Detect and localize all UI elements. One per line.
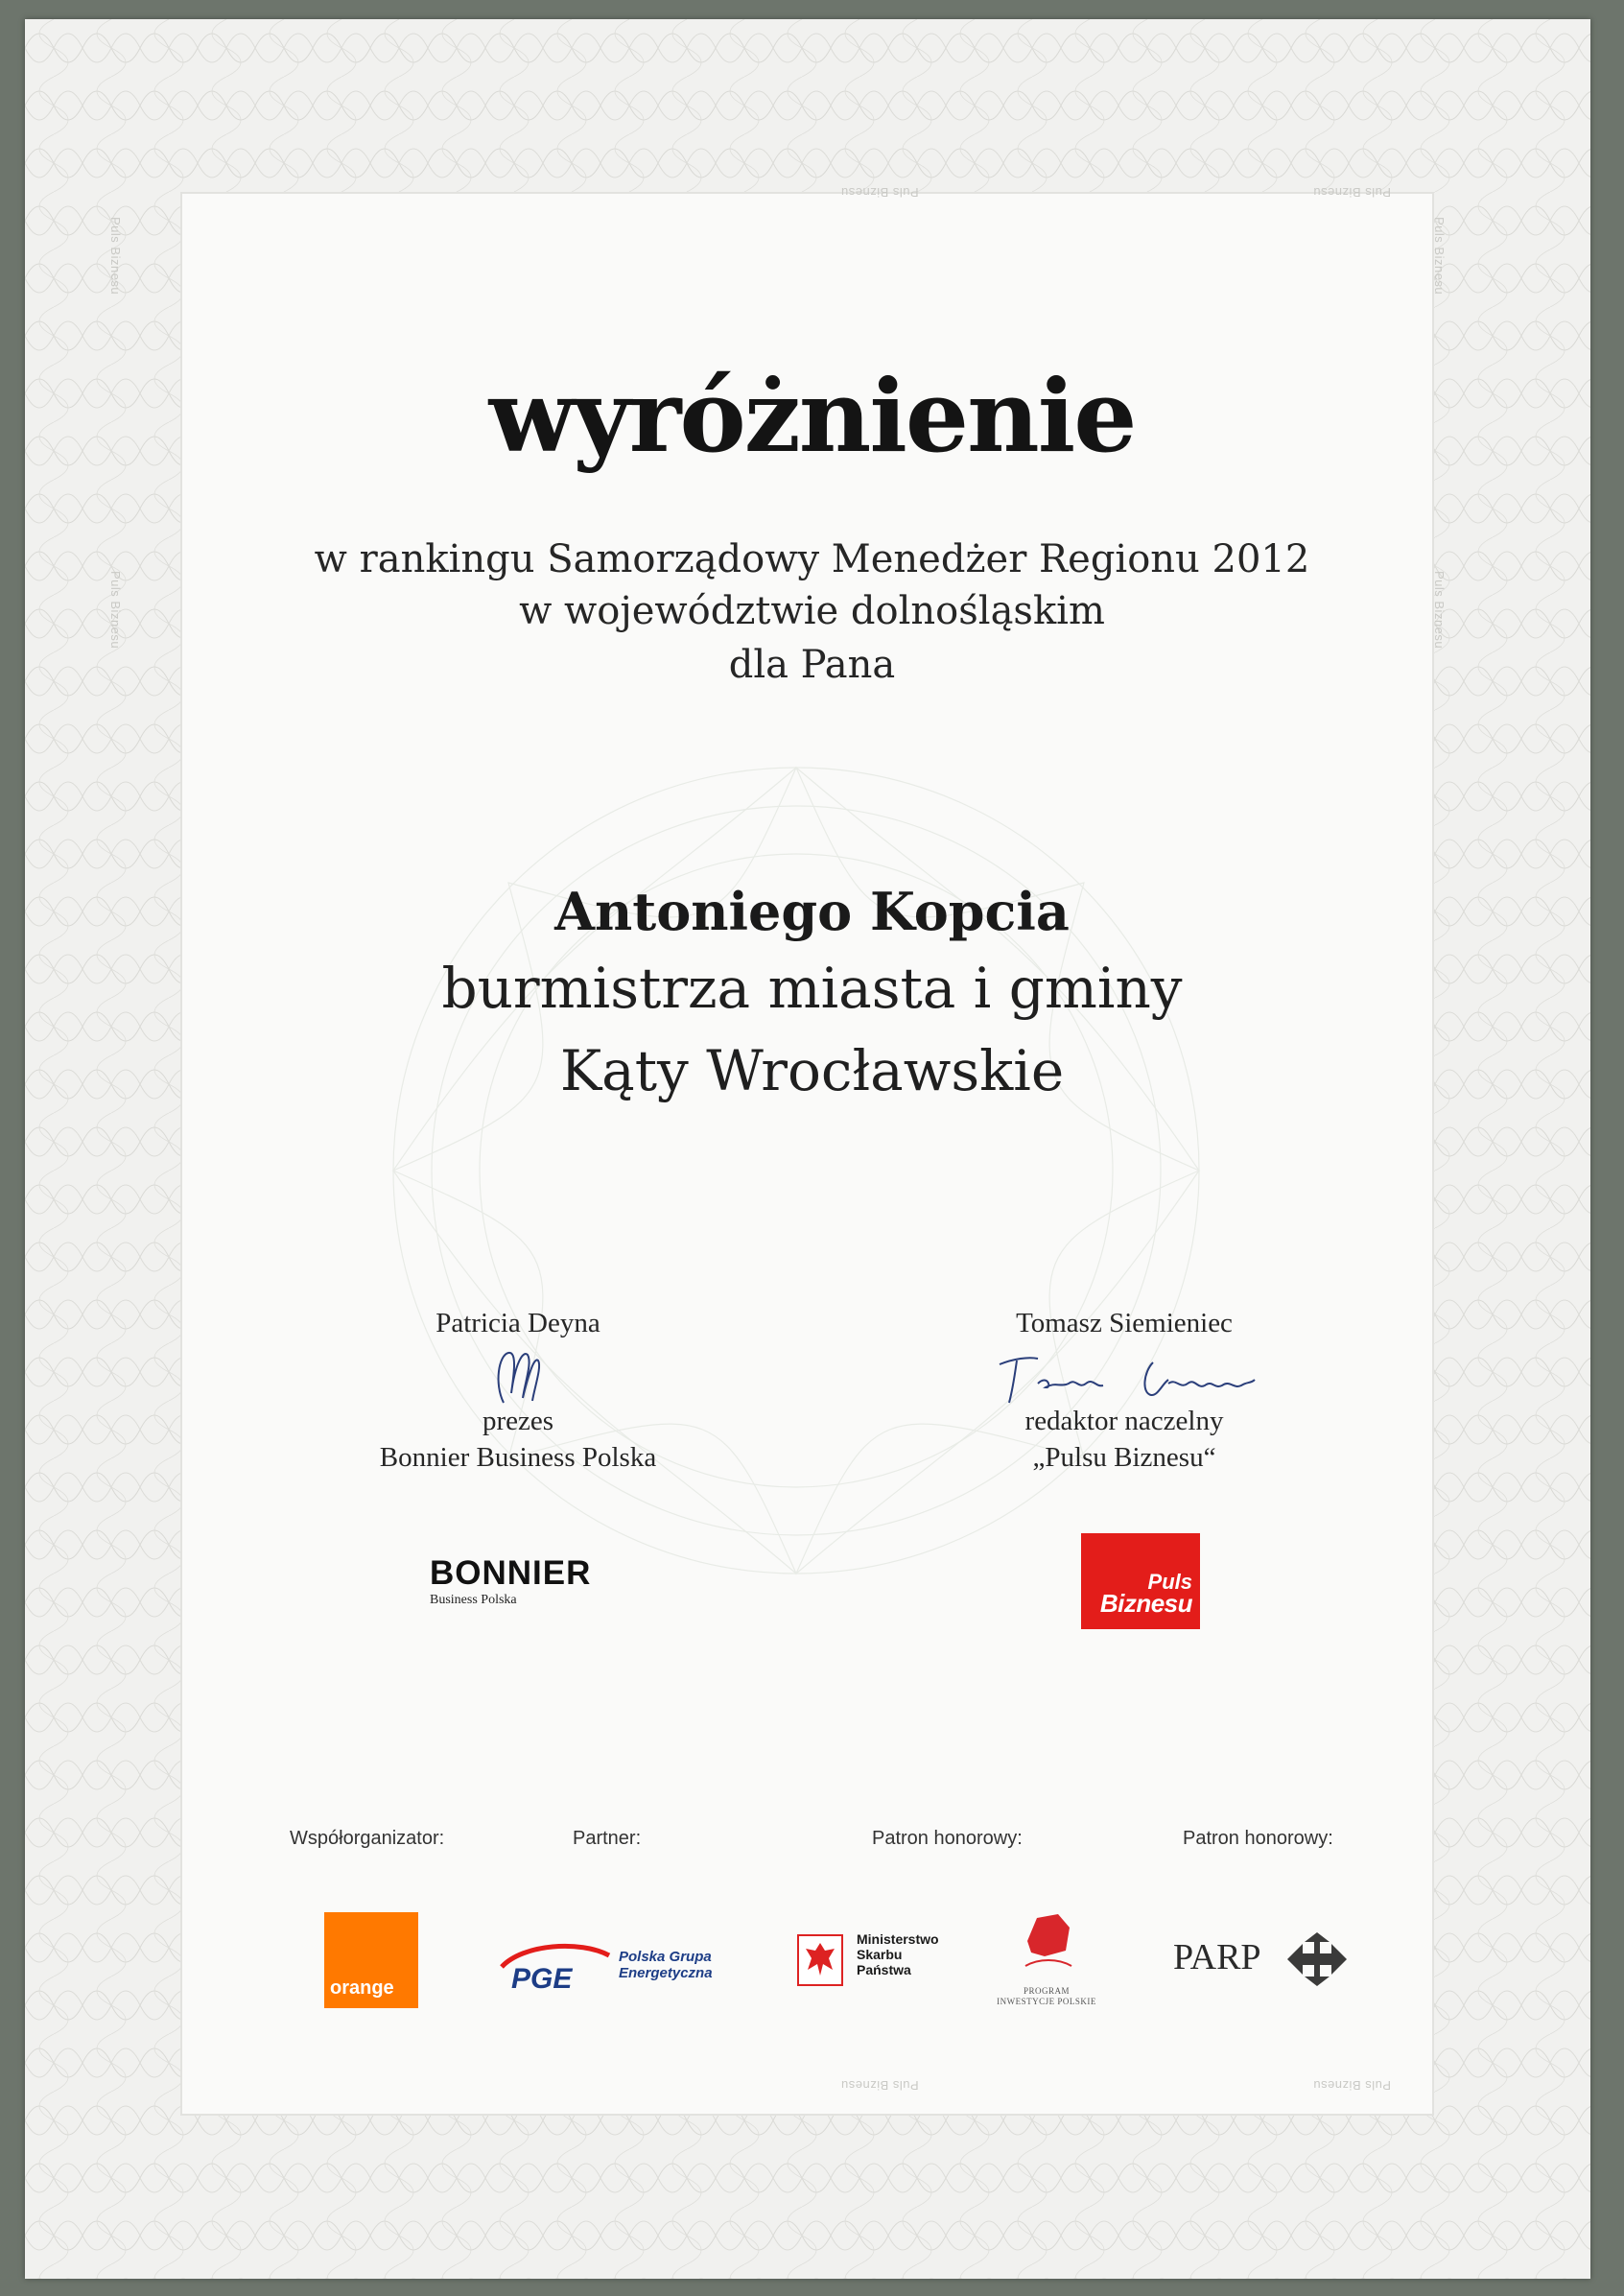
pge-full-name-line-1: Polska Grupa bbox=[619, 1949, 712, 1965]
ministry-line-3: Państwa bbox=[857, 1962, 911, 1977]
dedication-line: dla Pana bbox=[728, 643, 896, 687]
program-inwestycje-polskie-icon bbox=[1022, 1912, 1075, 1981]
pge-full-name bbox=[619, 1949, 713, 1981]
program-inwestycje-polskie-text bbox=[979, 1986, 1114, 2007]
signatory-organization: „Pulsu Biznesu“ bbox=[1032, 1442, 1216, 1473]
sponsor-label-partner: Partner: bbox=[573, 1828, 642, 1849]
recipient-role-line-1: burmistrza miasta i gminy bbox=[441, 956, 1183, 1021]
orange-logo: orange bbox=[324, 1912, 418, 2008]
polish-eagle-icon bbox=[796, 1933, 844, 1987]
sponsor-label-patron-1: Patron honorowy: bbox=[872, 1828, 1023, 1849]
bonnier-logo bbox=[430, 1556, 602, 1608]
certificate-title: wyróżnienie bbox=[488, 357, 1136, 475]
pip-line-2: INWESTYCJE POLSKIE bbox=[997, 1997, 1096, 2006]
pge-full-name-line-2: Energetyczna bbox=[619, 1965, 713, 1981]
signatory-organization: Bonnier Business Polska bbox=[379, 1442, 657, 1473]
parp-logo-text: PARP bbox=[1173, 1937, 1261, 1977]
ministry-logo-text bbox=[857, 1931, 939, 1977]
parp-arrows-icon bbox=[1285, 1930, 1349, 1988]
sponsor-label-patron-2: Patron honorowy: bbox=[1183, 1828, 1333, 1849]
puls-logo-line-1: Puls bbox=[1147, 1570, 1192, 1594]
ministry-line-2: Skarbu bbox=[857, 1947, 903, 1962]
signatory-name: Patricia Deyna bbox=[435, 1308, 600, 1338]
signatory-position: redaktor naczelny bbox=[1024, 1406, 1224, 1436]
signatory-name: Tomasz Siemieniec bbox=[1016, 1308, 1233, 1338]
recipient-name: Antoniego Kopcia bbox=[554, 881, 1070, 942]
signatory-position: prezes bbox=[482, 1406, 554, 1436]
rosette-watermark bbox=[317, 691, 1276, 1650]
pge-logo-text: PGE bbox=[511, 1963, 573, 1995]
sponsor-label-coorganizer: Współorganizator: bbox=[290, 1828, 445, 1849]
left-border-text: Puls Biznesu Puls Biznesu bbox=[108, 217, 123, 650]
signatory-left bbox=[317, 1305, 719, 1476]
ministry-line-1: Ministerstwo bbox=[857, 1931, 939, 1947]
region-line: w województwie dolnośląskim bbox=[519, 589, 1105, 633]
recipient-role-line-2: Kąty Wrocławskie bbox=[559, 1038, 1065, 1103]
bonnier-logo-sub: Business Polska bbox=[430, 1593, 517, 1607]
ranking-line: w rankingu Samorządowy Menedżer Regionu 2012 bbox=[314, 537, 1310, 581]
bonnier-logo-main: BONNIER bbox=[430, 1554, 592, 1592]
bottom-border-text: Puls Biznesu Puls Biznesu bbox=[840, 2078, 1391, 2093]
puls-logo-line-2: Biznesu bbox=[1099, 1589, 1192, 1618]
pip-line-1: PROGRAM bbox=[1023, 1986, 1070, 1996]
signatory-right bbox=[923, 1305, 1326, 1476]
puls-biznesu-logo bbox=[1081, 1533, 1200, 1629]
right-border-text: Puls Biznesu Puls Biznesu bbox=[1432, 217, 1447, 650]
top-border-text: Puls Biznesu Puls Biznesu bbox=[840, 185, 1391, 200]
